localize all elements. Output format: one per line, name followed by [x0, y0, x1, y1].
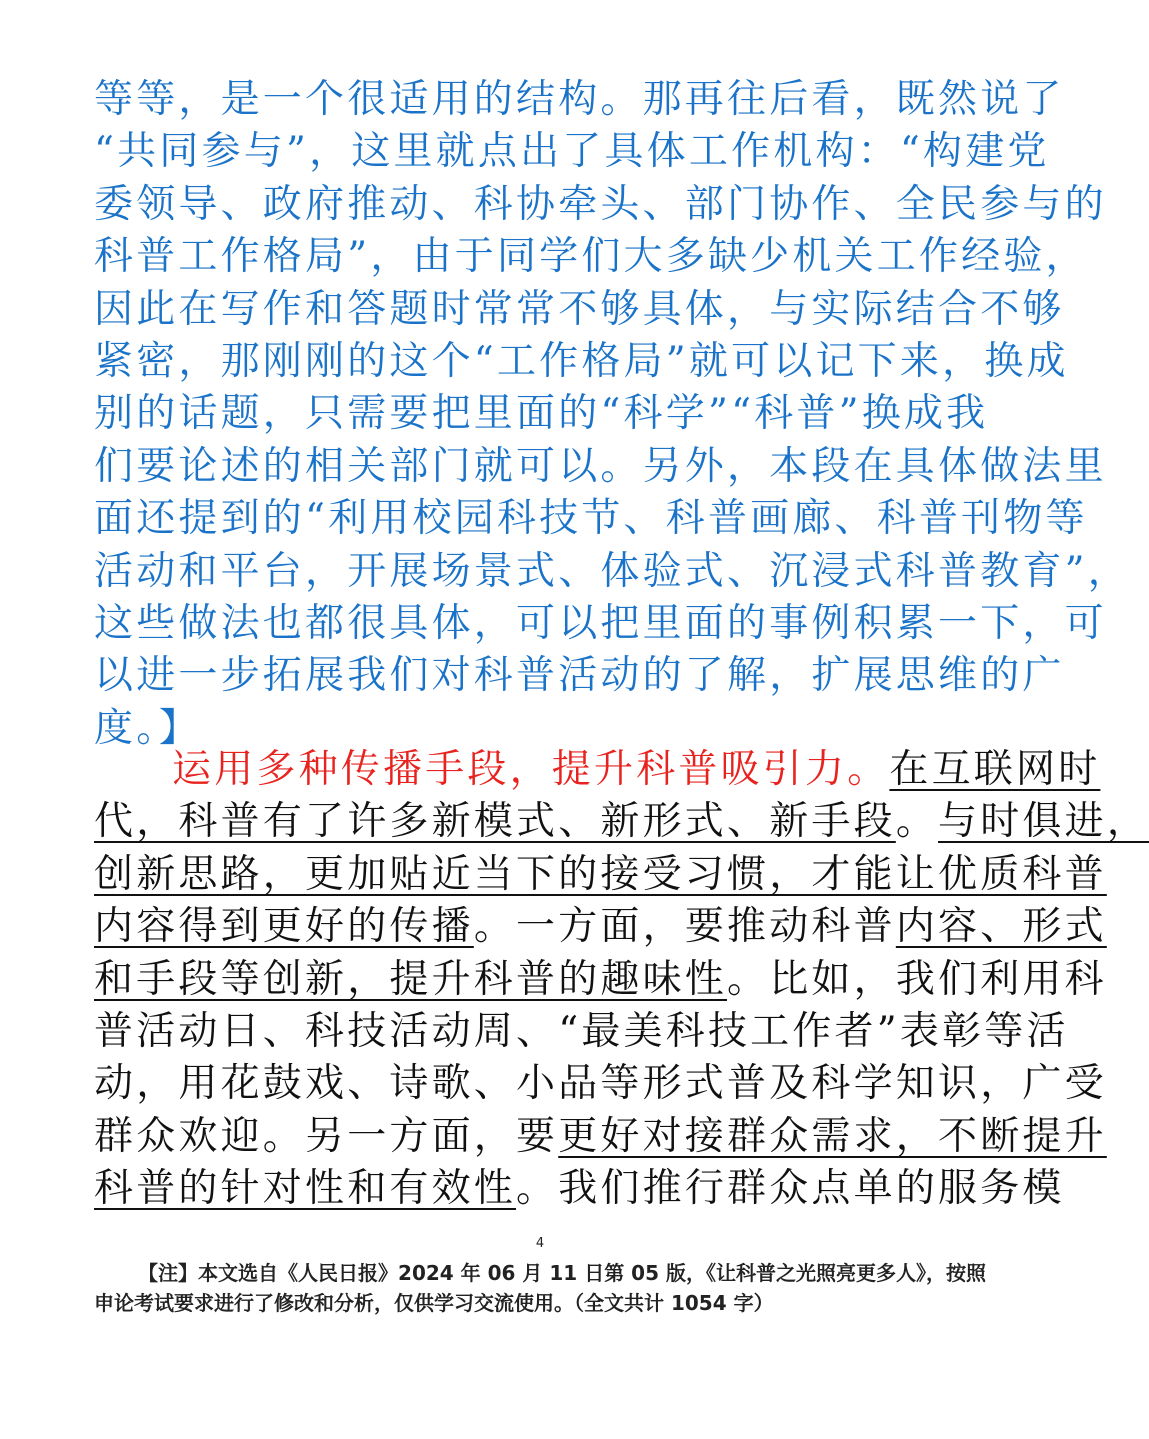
analysis-line: “共同参与”，这里就点出了具体工作机构：“构建党 [94, 129, 1050, 175]
underlined-text: 更好对接群众需求，不断提升 [558, 1113, 1107, 1159]
plain-text: 。一方面，要推动科普 [473, 904, 896, 950]
analysis-line: 等等，是一个很适用的结构。那再往后看，既然说了 [94, 77, 1065, 122]
plain-text: 群众欢迎。另一方面，要 [94, 1113, 559, 1159]
analysis-line: 因此在写作和答题时常常不够具体，与实际结合不够 [94, 286, 1065, 332]
analysis-paragraph [94, 74, 1130, 755]
footnote: 【注】本文选自《人民日报》2024 年 06 月 11 日第 05 版，《让科普之光照亮更多人》，按照申论考试要求进行了修改和分析，仅供学习交流使用。（全文共计 1054 字） [94, 1261, 986, 1315]
article-line [94, 744, 1101, 796]
article-line [94, 954, 1107, 1006]
underlined-text: 内容、形式 [895, 904, 1107, 950]
analysis-line: 紧密，那刚刚的这个“工作格局”就可以记下来，换成 [94, 338, 1069, 384]
analysis-line: 科普工作格局”，由于同学们大多缺少机关工作经验， [94, 234, 1088, 280]
plain-text: 。 [895, 799, 939, 845]
analysis-line: 活动和平台，开展场景式、体验式、沉浸式科普教育”， [94, 548, 1130, 594]
underlined-text: 在互联网时 [889, 747, 1101, 792]
analysis-line: 委领导、政府推动、科协牵头、部门协作、全民参与的 [94, 181, 1107, 227]
underlined-text: 内容得到更好的传播 [94, 904, 474, 950]
article-line [94, 901, 1107, 953]
page-number: 4 [535, 1236, 545, 1251]
analysis-line: 以进一步拓展我们对科普活动的了解，扩展思维的广 [94, 653, 1065, 699]
plain-text: 。我们推行群众点单的服务模 [516, 1166, 1065, 1212]
article-line: 普活动日、科技活动周、“最美科技工作者”表彰等活 [94, 1008, 1069, 1054]
section-heading: 运用多种传播手段，提升科普吸引力。 [172, 747, 890, 792]
analysis-line: 这些做法也都很具体，可以把里面的事例积累一下，可 [94, 600, 1107, 646]
underlined-text: 科普的针对性和有效性 [94, 1166, 517, 1212]
analysis-line: 们要论述的相关部门就可以。另外，本段在具体做法里 [94, 443, 1107, 489]
article-line [94, 849, 1107, 901]
underlined-text: 与时俱进， [938, 799, 1149, 845]
plain-text: 。比如，我们利用科 [727, 956, 1107, 1002]
underlined-text: 和手段等创新，提升科普的趣味性 [94, 956, 728, 1002]
article-line [94, 796, 1149, 848]
article-line: 动，用花鼓戏、诗歌、小品等形式普及科学知识，广受 [94, 1061, 1107, 1107]
analysis-line: 别的话题，只需要把里面的“科学”“科普”换成我 [94, 391, 989, 437]
underlined-text: 创新思路，更加贴近当下的接受习惯，才能让优质科普 [94, 851, 1107, 897]
article-line [94, 1111, 1107, 1163]
analysis-line: 面还提到的“利用校园科技节、科普画廊、科普刊物等 [94, 496, 1088, 542]
article-paragraph [94, 744, 1149, 1216]
article-line [94, 1163, 1065, 1215]
analysis-line: 度。】 [94, 705, 202, 751]
underlined-text: 代，科普有了许多新模式、新形式、新手段 [94, 799, 896, 845]
